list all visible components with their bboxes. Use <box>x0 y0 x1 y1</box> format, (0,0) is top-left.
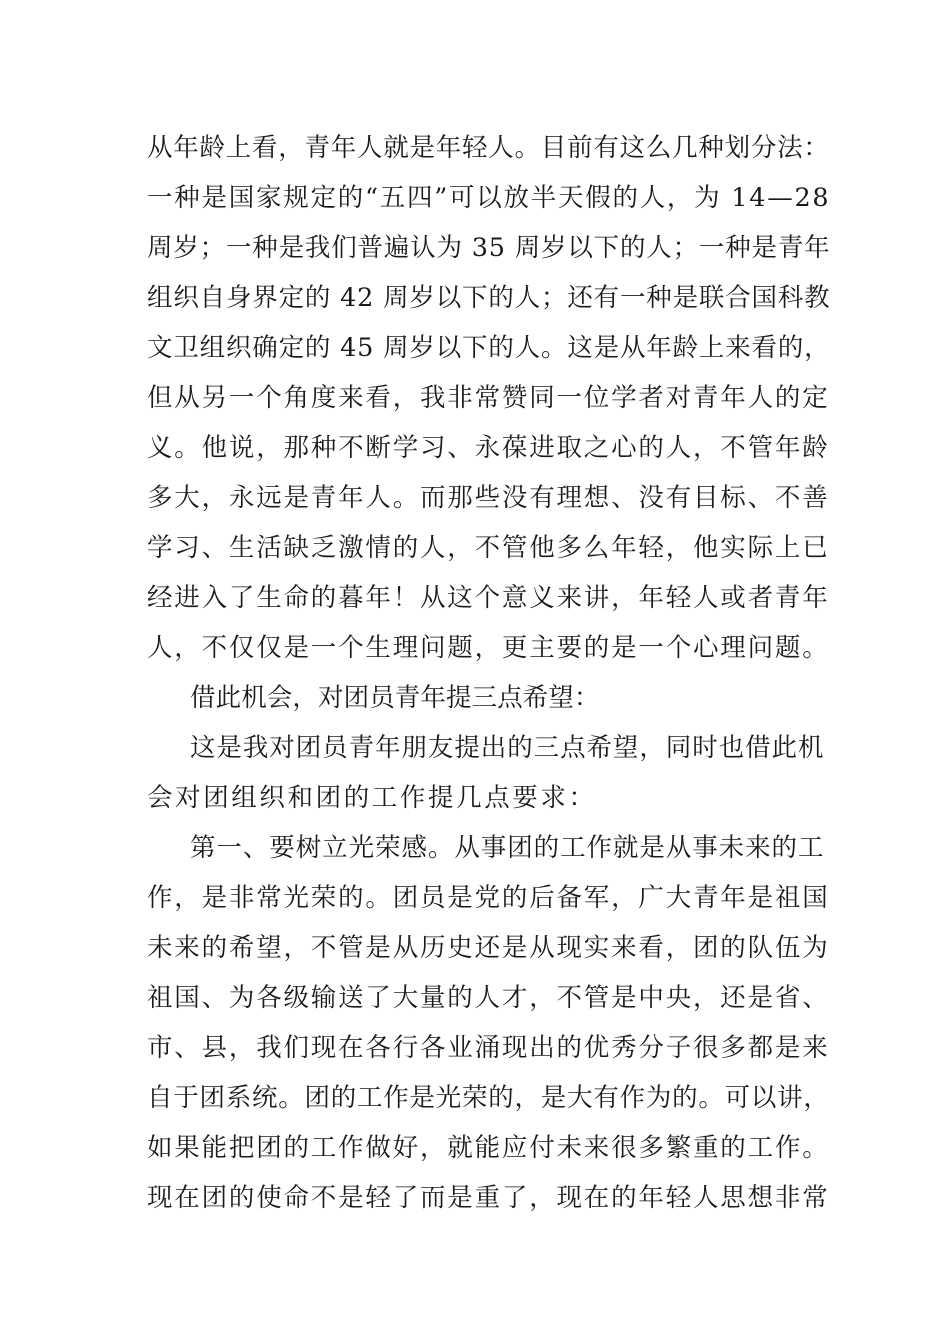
text-line: 现在团的使命不是轻了而是重了，现在的年轻人思想非常 <box>147 1183 830 1213</box>
paragraph-first-line: 这是我对团员青年朋友提出的三点希望，同时也借此机 <box>190 733 825 763</box>
text-line: 多大，永远是青年人。而那些没有理想、没有目标、不善 <box>147 483 830 513</box>
text-line: 周岁；一种是我们普遍认为 35 周岁以下的人；一种是青年 <box>147 233 831 263</box>
text-line: 一种是国家规定的“五四”可以放半天假的人，为 14—28 <box>147 183 831 213</box>
text-line: 文卫组织确定的 45 周岁以下的人。这是从年龄上来看的， <box>147 333 831 363</box>
text-line: 人，不仅仅是一个生理问题，更主要的是一个心理问题。 <box>147 633 830 663</box>
text-line: 义。他说，那种不断学习、永葆进取之心的人，不管年龄 <box>147 433 830 463</box>
text-line: 作，是非常光荣的。团员是党的后备军，广大青年是祖国 <box>147 883 830 913</box>
text-line: 自于团系统。团的工作是光荣的，是大有作为的。可以讲， <box>147 1083 830 1113</box>
text-line: 如果能把团的工作做好，就能应付未来很多繁重的工作。 <box>147 1133 830 1163</box>
text-line: 从年龄上看，青年人就是年轻人。目前有这么几种划分法： <box>147 133 830 163</box>
text-line: 学习、生活缺乏激情的人，不管他多么年轻，他实际上已 <box>147 533 830 563</box>
text-line: 但从另一个角度来看，我非常赞同一位学者对青年人的定 <box>147 383 830 413</box>
paragraph-heading-line: 借此机会，对团员青年提三点希望： <box>190 683 600 713</box>
paragraph-first-line: 第一、要树立光荣感。从事团的工作就是从事未来的工 <box>190 833 825 863</box>
text-line: 会对团组织和团的工作提几点要求： <box>147 783 597 813</box>
text-line: 组织自身界定的 42 周岁以下的人；还有一种是联合国科教 <box>147 283 831 313</box>
text-line: 市、县，我们现在各行各业涌现出的优秀分子很多都是来 <box>147 1033 830 1063</box>
text-line: 经进入了生命的暮年！从这个意义来讲，年轻人或者青年 <box>147 583 830 613</box>
text-line: 祖国、为各级输送了大量的人才，不管是中央，还是省、 <box>147 983 830 1013</box>
text-line: 未来的希望，不管是从历史还是从现实来看，团的队伍为 <box>147 933 830 963</box>
